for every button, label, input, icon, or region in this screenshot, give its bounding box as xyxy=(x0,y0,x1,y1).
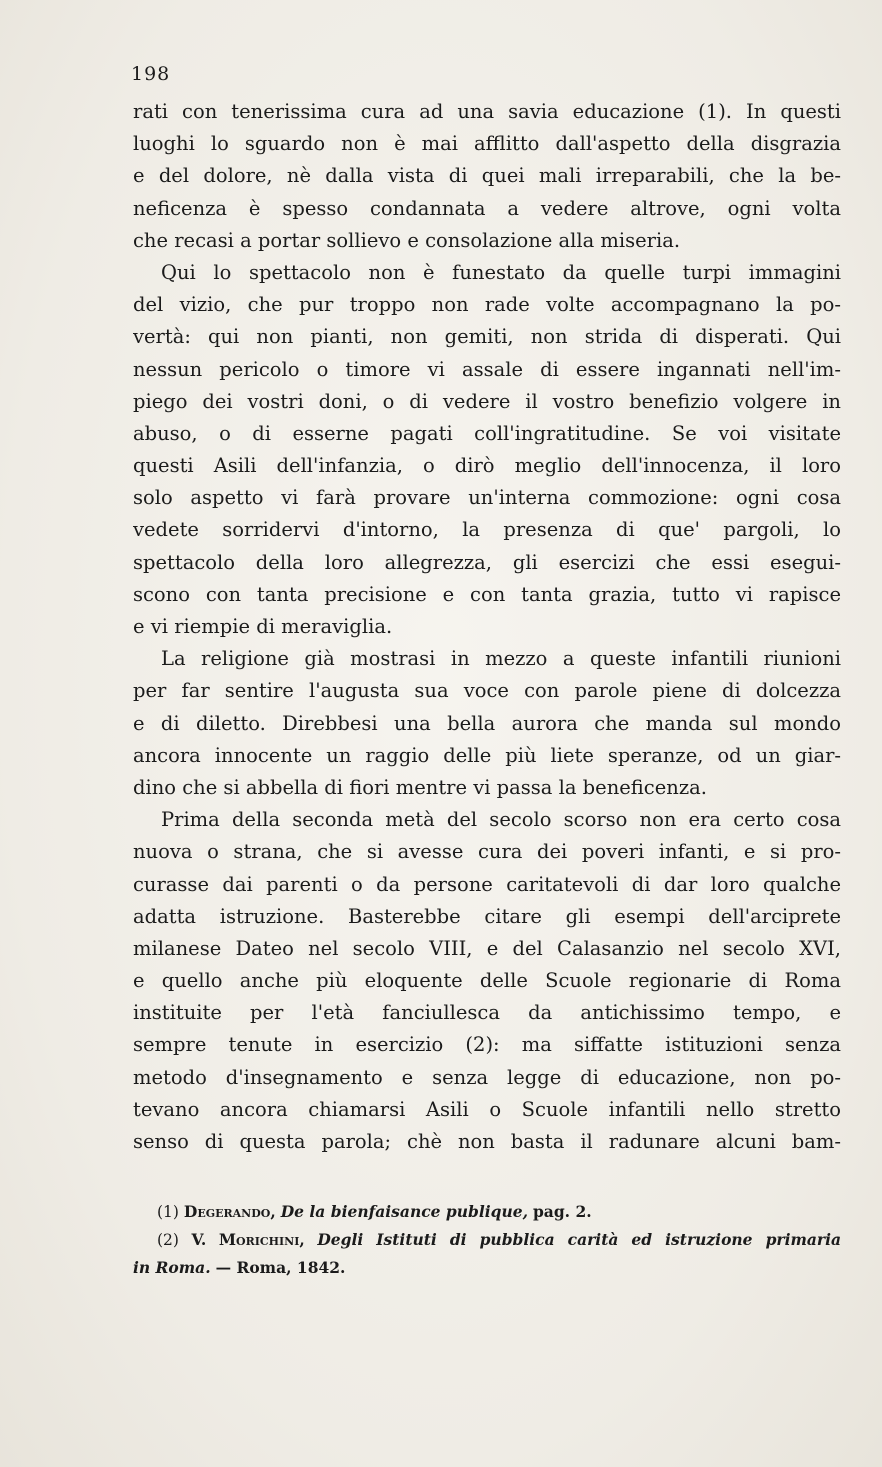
text-line: e vi riempie di meraviglia. xyxy=(133,615,393,638)
text-line: scono con tanta precisione e con tanta grazia, tutto vi rapisce xyxy=(133,582,841,606)
footnote-prefix: V. xyxy=(191,1230,207,1249)
text-line: abuso, o di esserne pagati coll'ingratitudine. Se voi visitate xyxy=(133,421,841,445)
text-line: nessun pericolo o timore vi assale di essere ingannati nell'im- xyxy=(133,357,841,381)
footnote-marker: (2) xyxy=(157,1231,179,1249)
text-line: vedete sorridervi d'intorno, la presenza di que' pargoli, lo xyxy=(133,518,841,542)
footnote-author: Morichini, xyxy=(218,1230,305,1249)
text-line: neficenza è spesso condannata a vedere altrove, ogni volta xyxy=(133,196,841,220)
footnote-1 xyxy=(133,1198,841,1226)
text-line: rati con tenerissima cura ad una savia educazione (1). In questi xyxy=(133,100,841,123)
text-line: e di diletto. Direbbesi una bella aurora che manda sul mondo xyxy=(133,711,841,735)
footnote-page: pag. 2. xyxy=(532,1202,592,1221)
text-line: e quello anche più eloquente delle Scuole regionarie di Roma xyxy=(133,969,841,993)
text-line: instituite per l'età fanciullesca da antichissimo tempo, e xyxy=(133,1001,841,1025)
text-line: vertà: qui non pianti, non gemiti, non strida di disperati. Qui xyxy=(133,325,841,349)
body-text xyxy=(133,96,841,1158)
text-line: questi Asili dell'infanzia, o dirò meglio dell'innocenza, il loro xyxy=(133,454,841,478)
text-line: piego dei vostri doni, o di vedere il vostro benefizio volgere in xyxy=(133,389,841,413)
text-line: milanese Dateo nel secolo VIII, e del Calasanzio nel secolo XVI, xyxy=(133,936,841,960)
text-line: tevano ancora chiamarsi Asili o Scuole infantili nello stretto xyxy=(133,1097,841,1121)
text-line: che recasi a portar sollievo e consolazione alla miseria. xyxy=(133,228,681,252)
footnote-2 xyxy=(133,1226,841,1254)
text-line: e del dolore, nè dalla vista di quei mali irreparabili, che la be- xyxy=(133,164,841,188)
text-line: Prima della seconda metà del secolo scorso non era certo cosa xyxy=(161,808,841,832)
text-line: La religione già mostrasi in mezzo a queste infantili riunioni xyxy=(161,647,841,671)
text-line: senso di questa parola; chè non basta il radunare alcuni bam- xyxy=(133,1130,841,1153)
text-line: del vizio, che pur troppo non rade volte accompagnano la po- xyxy=(133,293,841,317)
footnote-title: Degli Istituti di pubblica carità ed istruzione primaria xyxy=(317,1230,841,1249)
text-line: solo aspetto vi farà provare un'interna commozione: ogni cosa xyxy=(133,486,841,510)
text-line: adatta istruzione. Basterebbe citare gli esempi dell'arciprete xyxy=(133,904,841,928)
footnote-2-continued xyxy=(133,1254,841,1282)
text-line: ancora innocente un raggio delle più liete speranze, od un giar- xyxy=(133,743,841,767)
page-number: 198 xyxy=(131,63,171,85)
footnote-title-continued: in Roma. xyxy=(133,1258,211,1277)
text-line: luoghi lo sguardo non è mai afflitto dall'aspetto della disgrazia xyxy=(133,132,841,156)
footnotes xyxy=(133,1198,841,1282)
footnote-title: De la bienfaisance publique, xyxy=(280,1202,529,1221)
footnote-publication: — Roma, 1842. xyxy=(215,1258,346,1277)
footnote-marker: (1) xyxy=(157,1203,179,1221)
text-line: nuova o strana, che si avesse cura dei poveri infanti, e si pro- xyxy=(133,840,841,864)
footnote-author: Degerando, xyxy=(183,1202,276,1221)
text-line: spettacolo della loro allegrezza, gli esercizi che essi esegui- xyxy=(133,550,841,574)
text-line: metodo d'insegnamento e senza legge di educazione, non po- xyxy=(133,1065,841,1089)
text-line: per far sentire l'augusta sua voce con parole piene di dolcezza xyxy=(133,679,841,703)
text-line: Qui lo spettacolo non è funestato da quelle turpi immagini xyxy=(161,260,841,284)
text-line: curasse dai parenti o da persone caritatevoli di dar loro qualche xyxy=(133,872,841,896)
text-line: dino che si abbella di fiori mentre vi passa la beneficenza. xyxy=(133,775,707,799)
text-line: sempre tenute in esercizio (2): ma siffatte istituzioni senza xyxy=(133,1033,841,1057)
